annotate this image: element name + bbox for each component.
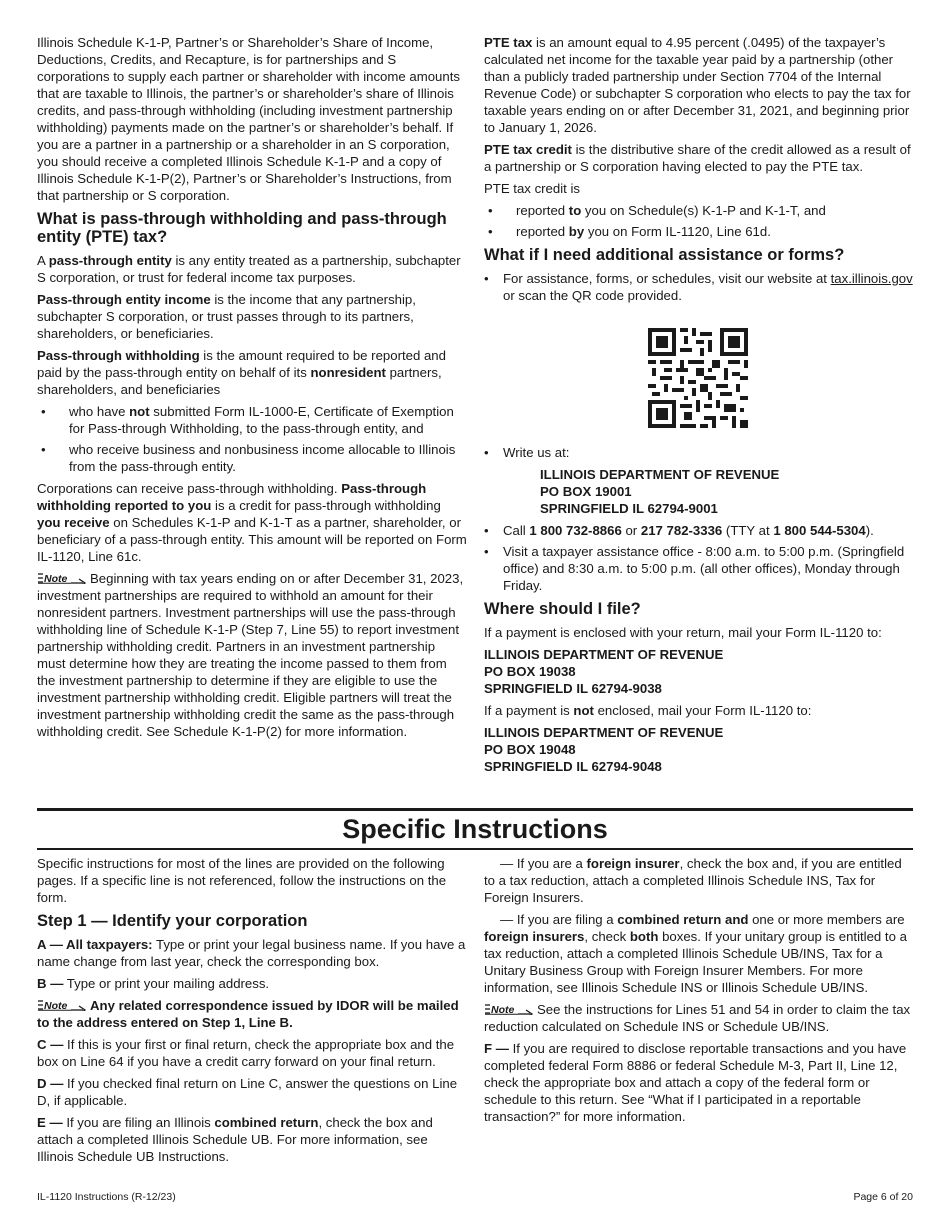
section-title: Specific Instructions bbox=[342, 814, 608, 844]
corporations-paragraph: Corporations can receive pass-through withholding. Pass-through withholding reported to you is a credit for pass-through withholding you receive on Schedules K-1-P and K-1-T as a partner, shareholder, or beneficiary of a pass-through entity. This amount will be reported on Form IL-1120, Line 61c. bbox=[37, 481, 467, 564]
list-item: • Call 1 800 732-8866 or 217 782-3336 (TTY at 1 800 544-5304). bbox=[484, 523, 874, 538]
pte-tax-credit-is: PTE tax credit is bbox=[484, 181, 581, 196]
line-d: D — If you checked final return on Line C, answer the questions on Line D, if applicable. bbox=[37, 1076, 458, 1108]
payment-not-enclosed-text: If a payment is not enclosed, mail your Form IL-1120 to: bbox=[484, 703, 812, 718]
foreign-insurer-paragraph: — If you are a foreign insurer, check the box and, if you are entitled to a tax reduction, attach a completed Illinois Schedule INS, Tax for Foreign Insurers. bbox=[484, 856, 902, 905]
list-item: • Write us at: bbox=[484, 445, 570, 460]
svg-text:Note: Note bbox=[491, 1004, 515, 1015]
qr-code bbox=[648, 328, 748, 428]
footer-page-number: Page 6 of 20 bbox=[853, 1191, 913, 1203]
payment-enclosed-text: If a payment is enclosed with your return, mail your Form IL-1120 to: bbox=[484, 625, 882, 640]
where-to-file-heading: Where should I file? bbox=[484, 600, 641, 618]
step1-heading: Step 1 — Identify your corporation bbox=[37, 912, 308, 930]
contact-list bbox=[484, 444, 914, 461]
left-column bbox=[37, 34, 467, 745]
list-item: • For assistance, forms, or schedules, visit our website at tax.illinois.gov or scan the QR code provided. bbox=[484, 271, 913, 303]
mailing-address: ILLINOIS DEPARTMENT OF REVENUE PO BOX 19001 SPRINGFIELD IL 62794-9001 bbox=[540, 467, 780, 516]
pte-tax-definition: PTE tax is an amount equal to 4.95 percent (.0495) of the taxpayer’s calculated net income for the taxable year paid by a partnership (other than a publicly traded partnership under Section 7704 of the Internal Revenue Code) or subchapter S corporation who elects to pay the tax for taxable years ending on or after December 31, 2021, and beginning prior to January 1, 2026. bbox=[484, 35, 911, 135]
line-b: B — Type or print your mailing address. bbox=[37, 976, 270, 991]
note-investment-partnerships: Note Beginning with tax years ending on or after December 31, 2023, investment partnerships are required to withhold an amount for their nonresident partners. Investment partnerships will use the pass-through withholding line of Schedule K-1-P (Step 7, Line 55) to report investment partnership withholding credit. Partners in an investment partnership must determine how they are treating the income passed to them from the investment partnership to determine if they are eligible to use the investment partnership withholding credit. Eligible partners will treat the investment partnership withholding credit the same as the pass-through withholding credit. See Schedule K-1-P(2) for more information. bbox=[37, 571, 464, 739]
k1p-intro-paragraph: Illinois Schedule K-1-P, Partner’s or Shareholder’s Share of Income, Deductions, Credits, and Recapture, is for partnerships and S corporations to supply each partner or shareholder with income amounts that are taxable to Illinois, the partner’s or shareholder’s share of Illinois credits, and pass-through withholding (including investment partnership withholding) payments made on the partner’s or shareholder’s behalf. If you are a partner in a partnership or a shareholder in an S corporation, you should receive a completed Illinois Schedule K-1-P and a copy of Illinois Schedule K-1-P(2), Partner’s or Shareholder’s Instructions, from that partnership or S corporation. bbox=[37, 35, 460, 203]
section-rule-top bbox=[37, 808, 913, 811]
pte-tax-credit-definition: PTE tax credit is the distributive share of the credit allowed as a result of a partnership or S corporation having elected to pay the PTE tax. bbox=[484, 142, 911, 174]
assistance-heading: What if I need additional assistance or forms? bbox=[484, 246, 845, 264]
svg-text:Note: Note bbox=[44, 573, 68, 584]
payment-enclosed-address: ILLINOIS DEPARTMENT OF REVENUE PO BOX 19038 SPRINGFIELD IL 62794-9038 bbox=[484, 647, 724, 696]
right-column bbox=[484, 34, 914, 775]
pte-definition: A pass-through entity is any entity treated as a partnership, subchapter S corporation, or trust for federal income tax purposes. bbox=[37, 253, 461, 285]
instructions-right-column bbox=[484, 855, 914, 1130]
instructions-left-column bbox=[37, 855, 467, 1170]
line-a: A — All taxpayers: Type or print your legal business name. If you have a name change from last year, check the corresponding box. bbox=[37, 937, 466, 969]
pte-income-definition: Pass-through entity income is the income that any partnership, subchapter S corporation, or trust passes through to its partners, shareholders, or beneficiaries. bbox=[37, 292, 416, 341]
list-item: • Visit a taxpayer assistance office - 8:00 a.m. to 5:00 p.m. (Springfield office) and 8:30 a.m. to 5:00 p.m. (all other offices), Monday through Friday. bbox=[484, 544, 905, 593]
note-icon bbox=[37, 572, 87, 584]
pte-credit-bullet-list bbox=[484, 202, 914, 240]
footer-form-id: IL-1120 Instructions (R-12/23) bbox=[37, 1191, 176, 1203]
ptw-definition: Pass-through withholding is the amount required to be reported and paid by the pass-through entity on behalf of its nonresident partners, shareholders, and beneficiaries bbox=[37, 348, 446, 397]
section-rule-bottom bbox=[37, 848, 913, 850]
list-item: • reported by you on Form IL-1120, Line 61d. bbox=[488, 224, 771, 239]
note-lines-51-54: Note See the instructions for Lines 51 and 54 in order to claim the tax reduction calculated on Schedule INS or Schedule UB/INS. bbox=[484, 1002, 911, 1034]
line-c: C — If this is your first or final return, check the appropriate box and the box on Line 64 if you have a credit carry forward on your final return. bbox=[37, 1037, 455, 1069]
payment-not-enclosed-address: ILLINOIS DEPARTMENT OF REVENUE PO BOX 19048 SPRINGFIELD IL 62794-9048 bbox=[484, 725, 724, 774]
line-e: E — If you are filing an Illinois combined return, check the box and attach a completed Illinois Schedule UB. For more information, see Illinois Schedule UB Instructions. bbox=[37, 1115, 433, 1164]
qr-code-icon bbox=[648, 328, 748, 428]
instructions-intro: Specific instructions for most of the lines are provided on the following pages. If a specific line is not referenced, follow the instructions on the form. bbox=[37, 856, 447, 905]
ptw-bullet-list bbox=[37, 403, 467, 475]
assistance-list bbox=[484, 270, 914, 304]
ptw-heading: What is pass-through withholding and pass-through entity (PTE) tax? bbox=[37, 210, 447, 246]
line-f: F — If you are required to disclose reportable transactions and you have completed federal Form 8886 or federal Schedule M-3, Part II, Line 12, check the appropriate box and attach a copy of the federal form or schedule to this return. See “What if I participated in a reportable transaction?” for more information. bbox=[484, 1041, 907, 1124]
note-icon bbox=[484, 1003, 534, 1015]
svg-text:Note: Note bbox=[44, 1000, 68, 1011]
list-item: • who have not submitted Form IL-1000-E, Certificate of Exemption for Pass-through Withholding, to the pass-through entity, and bbox=[41, 404, 454, 436]
list-item: • reported to you on Schedule(s) K-1-P and K-1-T, and bbox=[488, 203, 826, 218]
list-item: • who receive business and nonbusiness income allocable to Illinois from the pass-through entity. bbox=[41, 442, 456, 474]
tax-illinois-link[interactable]: tax.illinois.gov bbox=[830, 271, 913, 286]
note-icon bbox=[37, 999, 87, 1011]
contact-list-2 bbox=[484, 522, 914, 594]
note-correspondence: Note Any related correspondence issued by IDOR will be mailed to the address entered on Step 1, Line B. bbox=[37, 998, 459, 1030]
combined-foreign-insurer-paragraph: — If you are filing a combined return and one or more members are foreign insurers, check both boxes. If your unitary group is entitled to a tax reduction, attach a completed Illinois Schedule UB/INS, Tax for a Unitary Business Group with Foreign Insurer Members. For more information, see Illinois Schedule INS or Illinois Schedule UB/INS. bbox=[484, 912, 907, 995]
